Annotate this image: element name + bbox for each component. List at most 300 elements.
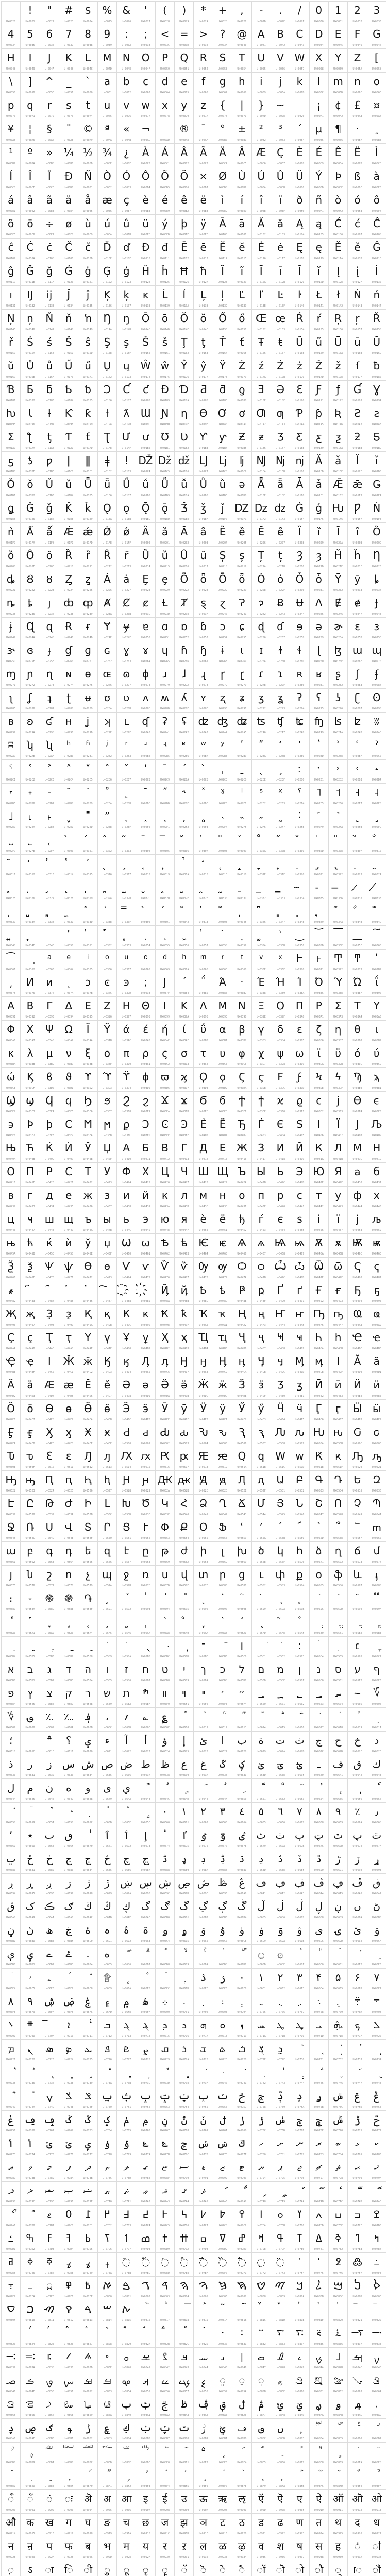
glyph-cell [309, 191, 329, 215]
glyph-codepoint: U+018A [175, 399, 193, 403]
glyph-char: ، [98, 1709, 116, 1724]
glyph-codepoint: U+04F0 [194, 1418, 212, 1422]
glyph-codepoint: U+0482 [2, 1300, 20, 1303]
glyph-char: ǣ [348, 477, 366, 492]
glyph-char [213, 880, 232, 894]
glyph-cell [59, 451, 78, 476]
glyph-codepoint: U+036F [271, 968, 290, 972]
glyph-char: έ [136, 1022, 155, 1037]
glyph-codepoint: U+0125 [156, 281, 174, 284]
glyph-cell [40, 120, 59, 144]
glyph-cell [136, 807, 155, 831]
glyph-cell [290, 712, 309, 736]
glyph-codepoint: U+0420 [40, 1181, 59, 1185]
glyph-char: ˥ [310, 785, 328, 800]
glyph-codepoint: U+0659 [21, 1821, 39, 1825]
glyph-codepoint: U+01FA [21, 541, 39, 545]
glyph-codepoint: U+06D0 [2, 1963, 20, 1967]
glyph-char [156, 904, 174, 918]
glyph-char: ο [98, 1046, 116, 1060]
glyph-cell [1, 949, 21, 973]
glyph-codepoint: U+00D0 [59, 186, 78, 190]
glyph-codepoint: U+0606 [367, 1703, 386, 1706]
glyph-cell [367, 878, 386, 902]
glyph-codepoint: U+006F [367, 91, 386, 95]
glyph-codepoint: U+00C1 [156, 162, 174, 166]
glyph-codepoint: U+017F [348, 376, 366, 379]
glyph-codepoint: U+022A [175, 589, 193, 592]
glyph-codepoint: U+0484 [40, 1300, 59, 1303]
glyph-char: ٦ [271, 1804, 290, 1819]
glyph-codepoint: U+06D7 [136, 1963, 155, 1967]
glyph-codepoint: U+0689 [175, 1869, 193, 1872]
glyph-char: ϊ [310, 1046, 328, 1060]
glyph-char: ϓ [98, 1070, 116, 1084]
glyph-codepoint: U+035F [348, 944, 366, 948]
glyph-codepoint: U+0599 [252, 1608, 271, 1612]
glyph-char: ԇ [252, 1425, 271, 1439]
glyph-codepoint: U+0492 [310, 1300, 328, 1303]
glyph-codepoint: U+05C5 [329, 1655, 347, 1659]
glyph-codepoint: U+05A4 [78, 1632, 97, 1635]
glyph-cell [290, 1, 309, 25]
glyph-codepoint: U+00EC [213, 210, 232, 213]
glyph-codepoint: U+0663 [213, 1821, 232, 1825]
glyph-char: Ҧ [310, 1307, 328, 1321]
glyph-cell [155, 783, 175, 807]
glyph-codepoint: U+00F5 [2, 233, 20, 237]
glyph-cell [136, 546, 155, 570]
glyph-codepoint: U+039C [213, 1015, 232, 1019]
glyph-codepoint: U+04A8 [348, 1324, 366, 1327]
glyph-char: ԯ [252, 1472, 271, 1487]
glyph-char: χ [252, 1046, 271, 1060]
glyph-codepoint: U+044E [156, 1229, 174, 1232]
glyph-codepoint: U+02BC [290, 755, 309, 758]
glyph-cell [20, 973, 40, 997]
glyph-char [232, 833, 251, 847]
glyph-char: × [194, 169, 212, 183]
glyph-char: K [59, 50, 78, 65]
glyph-codepoint: U+0535 [348, 1489, 366, 1493]
glyph-char: ʈ [59, 690, 78, 705]
glyph-char: Ҡ [194, 1307, 212, 1321]
glyph-codepoint: U+02B9 [367, 968, 386, 972]
glyph-char: ط [136, 1757, 155, 1771]
glyph-codepoint: U+05C6 [348, 1655, 366, 1659]
glyph-char: ӧ [21, 1401, 39, 1416]
glyph-codepoint: U+04B7 [252, 1347, 271, 1351]
glyph-char [194, 856, 212, 871]
glyph-codepoint: U+01A5 [310, 423, 328, 427]
glyph-codepoint: U+018D [232, 399, 251, 403]
glyph-char: Ζ [98, 998, 116, 1013]
glyph-cell [309, 831, 329, 855]
glyph-char: Ӱ [194, 1401, 212, 1416]
glyph-codepoint: U+0342 [175, 921, 193, 924]
glyph-cell [1, 333, 21, 357]
glyph-char: Ǚ [156, 477, 174, 492]
glyph-cell [251, 712, 271, 736]
glyph-codepoint: U+0311 [2, 873, 20, 877]
glyph-char: ʌ [136, 690, 155, 705]
glyph-codepoint: U+024D [78, 636, 97, 640]
glyph-char: م [21, 1781, 39, 1795]
glyph-codepoint: U+0540 [175, 1513, 193, 1517]
glyph-codepoint: U+0591 [98, 1608, 116, 1612]
glyph-char [59, 951, 78, 965]
glyph-char: Ǽ [59, 524, 78, 539]
glyph-char: Ɣ [367, 382, 386, 397]
glyph-codepoint: U+05DA [194, 1679, 212, 1683]
glyph-codepoint: U+03CE [2, 1087, 20, 1090]
glyph-codepoint: U+00BF [117, 162, 136, 166]
glyph-codepoint: U+0428 [194, 1181, 212, 1185]
glyph-cell [20, 925, 40, 950]
glyph-cell [136, 973, 155, 997]
glyph-codepoint: U+02E5 [310, 802, 328, 806]
glyph-codepoint: U+0297 [348, 707, 366, 711]
glyph-codepoint: U+0514 [117, 1466, 136, 1469]
glyph-char: Á [156, 145, 174, 160]
glyph-char: Ў [78, 1141, 97, 1155]
glyph-cell [78, 617, 97, 641]
glyph-char: Ũ [290, 335, 309, 349]
glyph-codepoint: U+00CE [21, 186, 39, 190]
glyph-codepoint: U+02FE [21, 850, 39, 853]
glyph-char: ɗ [271, 619, 290, 634]
glyph-char: Ķ [98, 287, 116, 302]
glyph-codepoint: U+05B7 [59, 1655, 78, 1659]
glyph-char: ϖ [156, 1070, 174, 1084]
glyph-char: v [117, 98, 136, 112]
glyph-char [117, 951, 136, 965]
glyph-char: 6 [40, 27, 59, 41]
glyph-codepoint: U+02B0 [59, 755, 78, 758]
glyph-codepoint: U+041B [329, 1158, 347, 1161]
glyph-codepoint: U+03C7 [252, 1063, 271, 1066]
glyph-char: р [271, 1188, 290, 1202]
glyph-codepoint: U+0489 [136, 1300, 155, 1303]
glyph-char: ª [98, 122, 116, 136]
glyph-char: Э [290, 1164, 309, 1179]
glyph-char: س [59, 1757, 78, 1771]
glyph-codepoint: U+0310 [367, 850, 386, 853]
glyph-codepoint: U+026F [348, 660, 366, 664]
glyph-codepoint: U+0225 [78, 589, 97, 592]
glyph-codepoint: U+018E [252, 399, 271, 403]
glyph-cell [251, 759, 271, 784]
glyph-codepoint: U+005C [2, 91, 20, 95]
glyph-codepoint: U+021C [290, 565, 309, 569]
glyph-char: U [252, 50, 271, 65]
glyph-codepoint: U+046C [348, 1252, 366, 1256]
glyph-char [175, 880, 193, 894]
glyph-char: Ԏ [2, 1449, 20, 1463]
glyph-char: Ч [175, 1164, 193, 1179]
glyph-cell [20, 783, 40, 807]
glyph-char: + [213, 3, 232, 18]
glyph-char: ج [310, 1733, 328, 1748]
glyph-char: ˮ [98, 809, 116, 823]
glyph-cell [174, 72, 194, 96]
glyph-char: à [367, 169, 386, 183]
glyph-codepoint: U+010D [78, 257, 97, 261]
glyph-cell [97, 214, 117, 239]
glyph-cell [116, 712, 136, 736]
glyph-cell [155, 617, 175, 641]
glyph-cell [20, 688, 40, 713]
glyph-char: ĺ [175, 287, 193, 302]
glyph-codepoint: U+0529 [136, 1489, 155, 1493]
glyph-char: Y [329, 50, 347, 65]
glyph-codepoint: U+0040 [232, 44, 251, 47]
glyph-cell [309, 499, 329, 523]
glyph-codepoint: U+028A [98, 707, 116, 711]
glyph-cell [232, 333, 251, 357]
glyph-codepoint: U+0431 [367, 1181, 386, 1185]
glyph-codepoint: U+0625 [175, 1750, 193, 1754]
glyph-codepoint: U+0478 [194, 1276, 212, 1280]
glyph-codepoint: U+067F [367, 1845, 386, 1849]
glyph-char: ɥ [156, 643, 174, 657]
glyph-codepoint: U+032E [175, 897, 193, 901]
glyph-char: X [310, 50, 328, 65]
glyph-codepoint: U+051E [310, 1466, 328, 1469]
glyph-char: Ç [271, 145, 290, 160]
glyph-char: Ѕ [290, 1117, 309, 1131]
glyph-codepoint: U+05B9 [98, 1655, 116, 1659]
glyph-cell [328, 309, 348, 333]
glyph-char: Ü [290, 169, 309, 183]
glyph-codepoint: U+065A [40, 1821, 59, 1825]
glyph-codepoint: U+0524 [40, 1489, 59, 1493]
glyph-codepoint: U+0486 [78, 1300, 97, 1303]
glyph-codepoint: U+0565 [78, 1561, 97, 1564]
glyph-codepoint: U+066E [40, 1845, 59, 1849]
glyph-char: ԑ [59, 1449, 78, 1463]
glyph-cell [97, 831, 117, 855]
glyph-char: ٳ [136, 1828, 155, 1842]
glyph-codepoint: U+0401 [213, 1134, 232, 1138]
glyph-codepoint: U+0308 [213, 921, 232, 924]
glyph-cell [232, 1, 251, 25]
glyph-codepoint: U+044F [175, 1229, 193, 1232]
glyph-char: ׳ [213, 1686, 232, 1700]
glyph-codepoint: U+046B [329, 1252, 347, 1256]
glyph-codepoint: U+024A [21, 636, 39, 640]
glyph-cell [1, 783, 21, 807]
glyph-char: ي [117, 1781, 136, 1795]
glyph-cell [232, 783, 251, 807]
glyph-cell [328, 783, 348, 807]
glyph-cell [1, 72, 21, 96]
glyph-cell [40, 688, 59, 713]
glyph-codepoint: U+0497 [21, 1324, 39, 1327]
glyph-codepoint: U+0693 [367, 1869, 386, 1872]
glyph-char: ӹ [367, 1401, 386, 1416]
glyph-codepoint: U+03D3 [98, 1087, 116, 1090]
glyph-char: ē [194, 240, 212, 255]
glyph-char: Ԝ [271, 1449, 290, 1463]
glyph-char: ģ [117, 264, 136, 278]
glyph-codepoint: U+04A0 [194, 1324, 212, 1327]
glyph-char: պ [98, 1567, 116, 1582]
glyph-char: ծ [252, 1544, 271, 1558]
glyph-cell [78, 262, 97, 286]
glyph-char: Ћ [21, 1141, 39, 1155]
glyph-codepoint: U+04A4 [271, 1324, 290, 1327]
glyph-codepoint: U+0368 [136, 968, 155, 972]
glyph-char: ť [232, 335, 251, 349]
glyph-codepoint: U+0313 [40, 873, 59, 877]
glyph-char: ή [156, 1022, 174, 1037]
glyph-cell [155, 807, 175, 831]
glyph-codepoint: U+00D7 [194, 186, 212, 190]
glyph-cell [251, 191, 271, 215]
glyph-char: ͵ [2, 975, 20, 989]
glyph-char: ՞ [329, 1520, 347, 1534]
glyph-codepoint: U+0369 [156, 968, 174, 972]
glyph-codepoint: U+02AA [329, 731, 347, 735]
glyph-codepoint: U+0333 [271, 897, 290, 901]
glyph-cell [347, 546, 367, 570]
glyph-codepoint: U+0161 [156, 352, 174, 355]
glyph-cell [20, 475, 40, 499]
glyph-codepoint: U+00AA [98, 139, 116, 142]
glyph-codepoint: U+04F9 [367, 1418, 386, 1422]
glyph-codepoint: U+00DA [252, 186, 271, 190]
glyph-cell [309, 617, 329, 641]
glyph-codepoint: U+04C3 [98, 1371, 116, 1375]
glyph-char: ɯ [348, 643, 366, 657]
glyph-cell [290, 238, 309, 262]
glyph-codepoint: U+00AC [136, 139, 155, 142]
glyph-char: Ŝ [59, 335, 78, 349]
glyph-char: ƻ [348, 430, 366, 444]
glyph-codepoint: U+043C [194, 1205, 212, 1209]
glyph-codepoint: U+02FF [40, 850, 59, 853]
glyph-codepoint: U+04AC [40, 1347, 59, 1351]
glyph-codepoint: U+06A5 [329, 1892, 347, 1896]
glyph-cell [347, 285, 367, 310]
glyph-cell [309, 594, 329, 618]
glyph-codepoint: U+0673 [136, 1845, 155, 1849]
glyph-char: ψ [271, 1046, 290, 1060]
glyph-cell [40, 594, 59, 618]
glyph-char: ҍ [213, 1283, 232, 1297]
glyph-char: Н [367, 1141, 386, 1155]
glyph-codepoint: U+01E6 [21, 518, 39, 521]
glyph-char: ł [329, 287, 347, 302]
glyph-codepoint: U+010A [21, 257, 39, 261]
glyph-char: Ӝ [194, 1378, 212, 1392]
glyph-cell [155, 570, 175, 594]
glyph-char: ڑ [329, 1852, 347, 1866]
glyph-cell [290, 641, 309, 665]
glyph-char: מ [271, 1662, 290, 1676]
glyph-char: ՛ [271, 1520, 290, 1534]
glyph-char: Ž [310, 359, 328, 373]
glyph-cell [136, 404, 155, 428]
glyph-char: Ͼ [156, 1117, 174, 1131]
glyph-char: ŏ [194, 311, 212, 326]
glyph-cell [40, 262, 59, 286]
glyph-char: ڴ [232, 1899, 251, 1913]
glyph-codepoint: U+0100 [213, 233, 232, 237]
glyph-codepoint: U+0287 [40, 707, 59, 711]
glyph-codepoint: U+065E [117, 1821, 136, 1825]
glyph-cell [251, 949, 271, 973]
glyph-codepoint: U+0258 [290, 636, 309, 640]
glyph-char: ƭ [78, 430, 97, 444]
glyph-char: Σ [329, 998, 347, 1013]
glyph-cell [193, 72, 213, 96]
glyph-codepoint: U+0117 [271, 257, 290, 261]
glyph-char: ʉ [78, 690, 97, 705]
glyph-codepoint: U+0325 [2, 897, 20, 901]
glyph-char: Ɓ [2, 382, 20, 397]
glyph-codepoint: U+064C [156, 1798, 174, 1801]
glyph-codepoint: U+0412 [156, 1158, 174, 1161]
glyph-codepoint: U+03F5 [367, 1110, 386, 1114]
glyph-char: Ԥ [40, 1472, 59, 1487]
glyph-codepoint: U+0070 [2, 115, 20, 118]
glyph-char: ĥ [156, 264, 174, 278]
glyph-codepoint: U+0056 [271, 67, 290, 71]
glyph-char: ӕ [59, 1378, 78, 1392]
glyph-char [367, 856, 386, 871]
glyph-cell [347, 570, 367, 594]
glyph-char: ŕ [310, 311, 328, 326]
glyph-char: ؞ [40, 1733, 59, 1748]
glyph-codepoint: U+0498 [40, 1324, 59, 1327]
glyph-codepoint: U+037F [156, 992, 174, 995]
glyph-char: ٠ [156, 1804, 174, 1819]
glyph-codepoint: U+0470 [40, 1276, 59, 1280]
glyph-cell [155, 688, 175, 713]
glyph-char: ć [348, 216, 366, 231]
glyph-char: И [271, 1141, 290, 1155]
glyph-char: Ǉ [194, 453, 212, 468]
glyph-char: κ [2, 1046, 20, 1060]
glyph-char: ǂ [98, 453, 116, 468]
glyph-char: = [175, 27, 193, 41]
glyph-codepoint: U+0485 [59, 1300, 78, 1303]
glyph-char: ۞ [271, 1946, 290, 1961]
glyph-codepoint: U+0021 [21, 20, 39, 24]
glyph-codepoint: U+01D0 [367, 470, 386, 474]
glyph-char [59, 904, 78, 918]
glyph-cell [193, 48, 213, 73]
glyph-cell [271, 191, 290, 215]
glyph-codepoint: U+069C [156, 1892, 174, 1896]
glyph-codepoint: U+0457 [329, 1229, 347, 1232]
glyph-char: ϯ [252, 1093, 271, 1108]
glyph-char: Ϲ [59, 1117, 78, 1131]
glyph-cell [213, 594, 232, 618]
glyph-codepoint: U+057F [194, 1584, 212, 1588]
glyph-char: ӑ [367, 1354, 386, 1368]
glyph-char: Ą [290, 216, 309, 231]
glyph-char [329, 833, 347, 847]
glyph-char: ю [156, 1212, 174, 1226]
glyph-char: Έ [252, 975, 271, 989]
glyph-codepoint: U+05E1 [329, 1679, 347, 1683]
glyph-codepoint: U+05EF [136, 1703, 155, 1706]
glyph-codepoint: U+0393 [40, 1015, 59, 1019]
glyph-char: խ [232, 1544, 251, 1558]
